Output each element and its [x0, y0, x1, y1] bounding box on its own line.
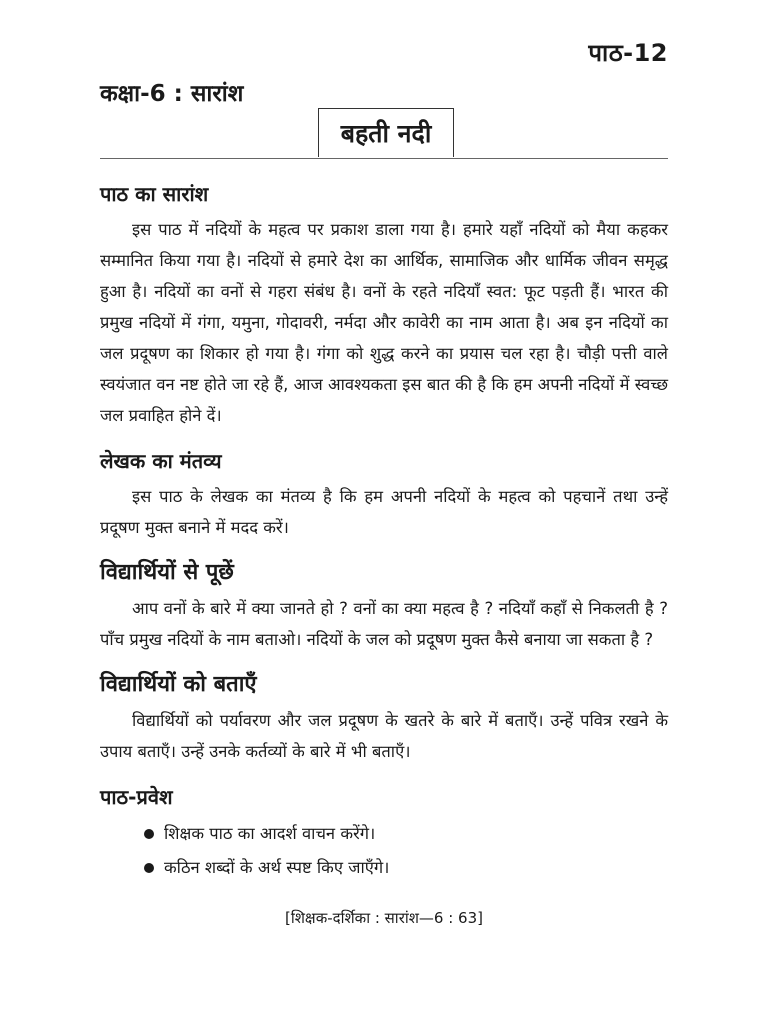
section-body: आप वनों के बारे में क्या जानते हो ? वनों का क्या महत्व है ? नदियाँ कहाँ से निकलती है ? पाँच प्रमुख नदियों के नाम बताओ। नदियों के जल को प्रदूषण मुक्त कैसे बनाया जा सकता है ? [100, 599, 668, 649]
lesson-title: बहती नदी [340, 119, 432, 148]
list-item-text: शिक्षक पाठ का आदर्श वाचन करेंगे। [164, 824, 376, 843]
header-rule [100, 158, 668, 159]
section-tell-students [100, 669, 668, 767]
list-item-text: कठिन शब्दों के अर्थ स्पष्ट किए जाएँगे। [164, 858, 390, 877]
bullet-icon [144, 863, 154, 873]
bullet-icon [144, 829, 154, 839]
lesson-title-box [318, 108, 454, 157]
section-heading: पाठ-प्रवेश [100, 785, 173, 809]
bullet-list [100, 817, 668, 885]
section-ask-students [100, 557, 668, 655]
section-body: विद्यार्थियों को पर्यावरण और जल प्रदूषण के खतरे के बारे में बताएँ। उन्हें पवित्र रखने के उपाय बताएँ। उन्हें उनके कर्तव्यों के बारे में भी बताएँ। [100, 711, 668, 761]
section-heading: विद्यार्थियों से पूछें [100, 560, 234, 585]
section-lesson-intro [100, 781, 668, 885]
section-heading: विद्यार्थियों को बताएँ [100, 672, 257, 697]
page-content [100, 178, 668, 885]
section-heading: लेखक का मंतव्य [100, 449, 222, 473]
page-number: पाठ-12 [588, 39, 668, 67]
list-item [144, 851, 668, 885]
page-footer: [शिक्षक-दर्शिका : सारांश—6 : 63] [285, 909, 483, 927]
section-heading: पाठ का सारांश [100, 182, 209, 206]
list-item [144, 817, 668, 851]
section-body: इस पाठ में नदियों के महत्व पर प्रकाश डाला गया है। हमारे यहाँ नदियों को मैया कहकर सम्मानित किया गया है। नदियों से हमारे देश का आर्थिक, सामाजिक और धार्मिक जीवन समृद्ध हुआ है। नदियों का वनों से गहरा संबंध है। वनों के रहते नदियाँ स्वत: फूट पड़ती हैं। भारत की प्रमुख नदियों में गंगा, यमुना, गोदावरी, नर्मदा और कावेरी का नाम आता है। अब इन नदियों का जल प्रदूषण का शिकार हो गया है। गंगा को शुद्ध करने का प्रयास चल रहा है। चौड़ी पत्ती वाले स्वयंजात वन नष्ट होते जा रहे हैं, आज आवश्यकता इस बात की है कि हम अपनी नदियों में स्वच्छ जल प्रवाहित होने दें। [100, 220, 668, 425]
class-title: कक्षा-6 : सारांश [100, 81, 244, 107]
section-summary [100, 178, 668, 431]
section-body: इस पाठ के लेखक का मंतव्य है कि हम अपनी नदियों के महत्व को पहचानें तथा उन्हें प्रदूषण मुक्त बनाने में मदद करें। [100, 487, 668, 537]
section-author-view [100, 445, 668, 543]
